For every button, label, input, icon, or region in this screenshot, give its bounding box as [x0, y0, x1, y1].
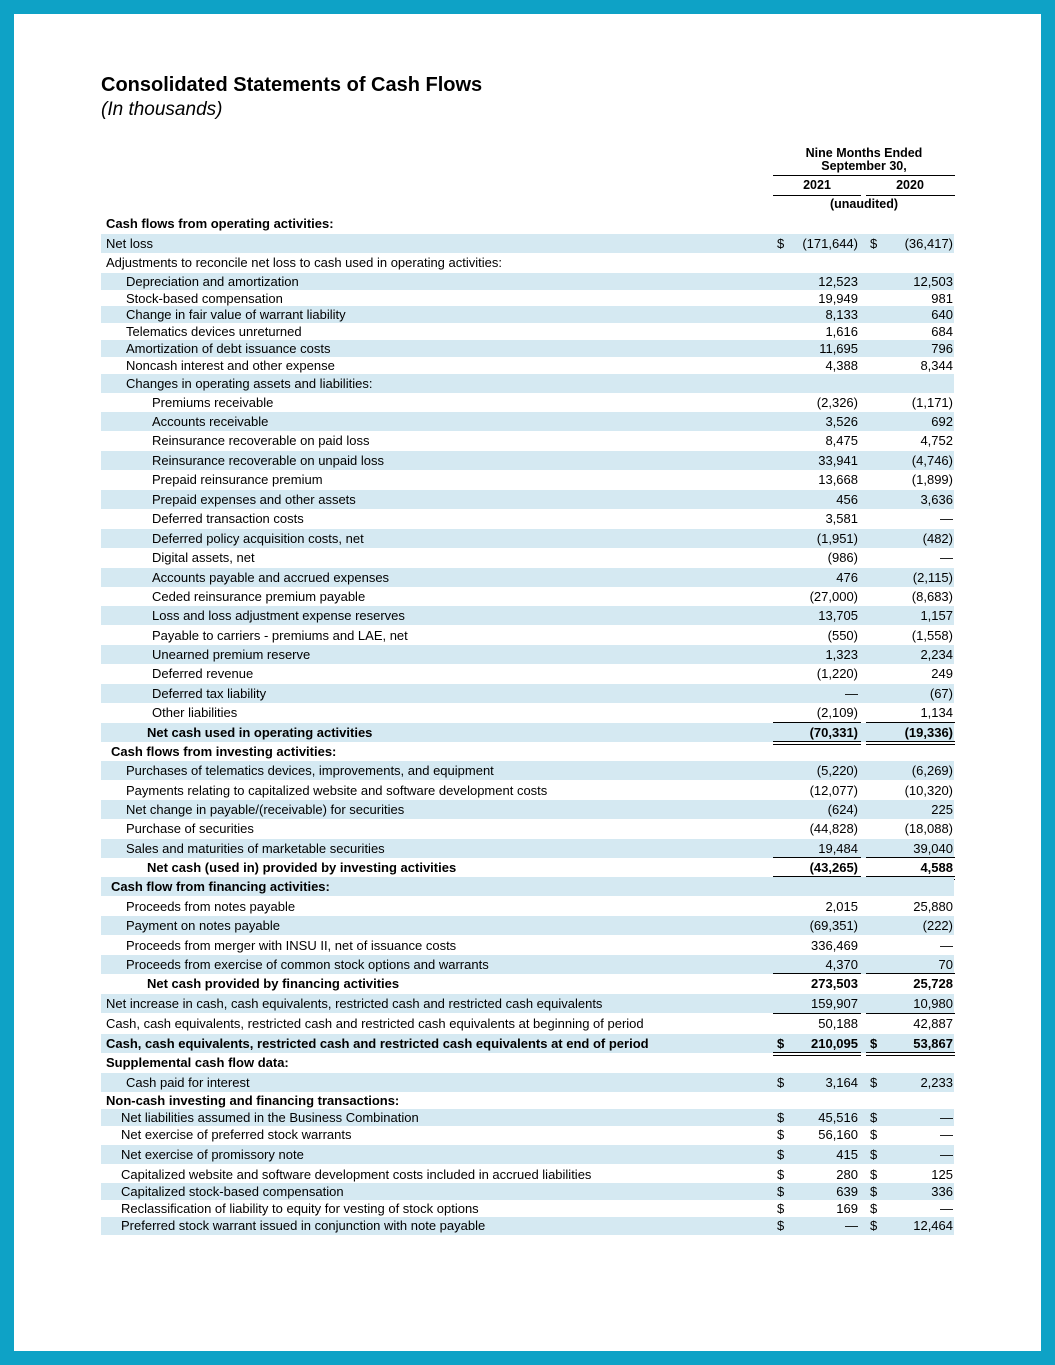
row-label: Sales and maturities of marketable securities	[126, 841, 385, 856]
value-2021: —	[845, 1218, 858, 1233]
page-title: Consolidated Statements of Cash Flows	[101, 74, 483, 96]
currency-symbol-2021: $	[777, 1201, 785, 1216]
table-row	[101, 877, 954, 896]
table-row	[101, 234, 954, 253]
value-2020: 2,233	[920, 1075, 953, 1090]
table-row	[101, 664, 954, 683]
value-2021: 273,503	[811, 976, 858, 991]
table-row	[101, 374, 954, 393]
value-2020: 249	[931, 666, 953, 681]
value-2021: 3,581	[825, 511, 858, 526]
value-2021: 13,705	[818, 608, 858, 623]
row-label: Stock-based compensation	[126, 291, 283, 306]
table-row	[101, 529, 954, 548]
value-2021: —	[845, 686, 858, 701]
currency-symbol-2020: $	[870, 1036, 878, 1051]
row-label: Net exercise of promissory note	[121, 1147, 304, 1162]
value-2020: 225	[931, 802, 953, 817]
value-2020: (67)	[929, 686, 953, 701]
row-label: Deferred policy acquisition costs, net	[152, 531, 364, 546]
value-2020: (2,115)	[912, 570, 953, 585]
value-2020: 25,880	[913, 899, 953, 914]
value-2021: 639	[836, 1184, 858, 1199]
value-2021: 45,516	[818, 1110, 858, 1125]
row-label: Premiums receivable	[152, 395, 274, 410]
row-label: Supplemental cash flow data:	[106, 1055, 289, 1070]
row-label: Adjustments to reconcile net loss to cash used in operating activities:	[106, 255, 502, 270]
value-2021: 33,941	[818, 453, 858, 468]
currency-symbol-2021: $	[777, 1147, 785, 1162]
table-row	[101, 340, 954, 357]
value-2020: —	[940, 1110, 953, 1125]
row-label: Net cash (used in) provided by investing activities	[147, 860, 457, 875]
currency-symbol-2020: $	[870, 236, 878, 251]
value-2021: (2,326)	[816, 395, 858, 410]
value-2020: (8,683)	[911, 589, 953, 604]
table-row	[101, 916, 954, 935]
value-2021: 19,484	[818, 841, 858, 856]
table-row	[101, 1183, 954, 1200]
table-row	[101, 1092, 954, 1109]
row-label: Preferred stock warrant issued in conjunction with note payable	[121, 1218, 486, 1233]
subtotal-rule	[773, 1013, 861, 1014]
currency-symbol-2021: $	[777, 1218, 785, 1233]
table-row	[101, 393, 954, 412]
value-2021: 415	[836, 1147, 858, 1162]
value-2021: (624)	[827, 802, 858, 817]
table-row	[101, 1217, 954, 1235]
subtotal-rule	[866, 1013, 955, 1014]
table-row	[101, 955, 954, 974]
value-2020: 640	[931, 307, 953, 322]
value-2021: (1,951)	[816, 531, 858, 546]
row-label: Cash flows from investing activities:	[111, 744, 337, 759]
table-row	[101, 936, 954, 955]
value-2020: 70	[938, 957, 953, 972]
value-2021: (171,644)	[802, 236, 858, 251]
table-row	[101, 897, 954, 916]
row-label: Deferred transaction costs	[152, 511, 304, 526]
value-2020: 2,234	[920, 647, 953, 662]
value-2021: (12,077)	[809, 783, 858, 798]
value-2020: 39,040	[913, 841, 953, 856]
value-2020: 3,636	[920, 492, 953, 507]
value-2021: 4,370	[825, 957, 858, 972]
value-2021: 1,323	[825, 647, 858, 662]
value-2020: (1,558)	[911, 628, 953, 643]
value-2021: 8,133	[825, 307, 858, 322]
value-2021: 3,526	[825, 414, 858, 429]
value-2021: (69,351)	[809, 918, 858, 933]
currency-symbol-2020: $	[870, 1110, 878, 1125]
table-row	[101, 761, 954, 780]
subtotal-rule	[866, 722, 955, 723]
table-row	[101, 290, 954, 307]
table-row	[101, 470, 954, 489]
value-2020: (1,899)	[911, 472, 953, 487]
currency-symbol-2020: $	[870, 1218, 878, 1233]
value-2021: (43,265)	[809, 860, 858, 875]
row-label: Net cash used in operating activities	[147, 725, 373, 740]
value-2021: 476	[836, 570, 858, 585]
value-2021: 456	[836, 492, 858, 507]
year-2021-rule	[773, 195, 861, 196]
table-row	[101, 548, 954, 567]
table-row	[101, 1034, 954, 1053]
table-row	[101, 1200, 954, 1217]
value-2020: —	[940, 1201, 953, 1216]
table-row	[101, 1073, 954, 1092]
value-2020: 8,344	[920, 358, 953, 373]
row-label: Non-cash investing and financing transactions:	[106, 1093, 400, 1108]
value-2021: 3,164	[825, 1075, 858, 1090]
value-2020: (36,417)	[904, 236, 953, 251]
value-2021: 56,160	[818, 1127, 858, 1142]
currency-symbol-2020: $	[870, 1127, 878, 1142]
row-label: Noncash interest and other expense	[126, 358, 335, 373]
value-2021: 169	[836, 1201, 858, 1216]
currency-symbol-2020: $	[870, 1184, 878, 1199]
value-2020: (4,746)	[911, 453, 953, 468]
value-2020: (482)	[922, 531, 953, 546]
currency-symbol-2021: $	[777, 1036, 785, 1051]
value-2021: 1,616	[825, 324, 858, 339]
value-2020: 684	[931, 324, 953, 339]
table-row	[101, 626, 954, 645]
table-row	[101, 606, 954, 625]
row-label: Cash flow from financing activities:	[111, 879, 330, 894]
value-2020: 981	[931, 291, 953, 306]
row-label: Capitalized website and software development costs included in accrued liabilities	[121, 1167, 592, 1182]
currency-symbol-2020: $	[870, 1201, 878, 1216]
header-rule	[773, 175, 955, 176]
row-label: Unearned premium reserve	[152, 647, 311, 662]
row-label: Accounts payable and accrued expenses	[152, 570, 390, 585]
value-2020: 125	[931, 1167, 953, 1182]
table-row	[101, 974, 954, 993]
row-label: Other liabilities	[152, 705, 238, 720]
row-label: Proceeds from merger with INSU II, net of issuance costs	[126, 938, 457, 953]
row-label: Deferred revenue	[152, 666, 254, 681]
currency-symbol-2020: $	[870, 1167, 878, 1182]
table-row	[101, 994, 954, 1013]
row-label: Reclassification of liability to equity for vesting of stock options	[121, 1201, 479, 1216]
table-row	[101, 1109, 954, 1126]
row-label: Proceeds from exercise of common stock options and warrants	[126, 957, 489, 972]
value-2021: 50,188	[818, 1016, 858, 1031]
value-2020: 25,728	[913, 976, 953, 991]
table-row	[101, 214, 954, 233]
row-label: Net increase in cash, cash equivalents, restricted cash and restricted cash equivalents	[106, 996, 603, 1011]
row-label: Purchase of securities	[126, 821, 254, 836]
table-row	[101, 839, 954, 858]
table-row	[101, 431, 954, 450]
value-2020: 53,867	[913, 1036, 953, 1051]
currency-symbol-2020: $	[870, 1075, 878, 1090]
table-row	[101, 323, 954, 340]
value-2020: —	[940, 1127, 953, 1142]
row-label: Capitalized stock-based compensation	[121, 1184, 344, 1199]
value-2020: (18,088)	[904, 821, 953, 836]
year-2020-header: 2020	[896, 178, 924, 192]
value-2021: (70,331)	[809, 725, 858, 740]
value-2020: (10,320)	[904, 783, 953, 798]
value-2021: (986)	[827, 550, 858, 565]
value-2020: 4,752	[920, 433, 953, 448]
table-row	[101, 781, 954, 800]
row-label: Net change in payable/(receivable) for securities	[126, 802, 405, 817]
row-label: Net liabilities assumed in the Business Combination	[121, 1110, 419, 1125]
value-2021: 11,695	[819, 341, 858, 356]
table-row	[101, 723, 954, 742]
table-row	[101, 703, 954, 722]
value-2021: (5,220)	[816, 763, 858, 778]
value-2021: 19,949	[818, 291, 858, 306]
value-2021: 12,523	[818, 274, 858, 289]
currency-symbol-2021: $	[777, 1167, 785, 1182]
row-label: Amortization of debt issuance costs	[126, 341, 331, 356]
period-header-line2: September 30,	[821, 159, 907, 173]
value-2021: 8,475	[825, 433, 858, 448]
value-2020: 692	[931, 414, 953, 429]
currency-symbol-2021: $	[777, 1127, 785, 1142]
row-label: Depreciation and amortization	[126, 274, 299, 289]
value-2020: 42,887	[913, 1016, 953, 1031]
value-2020: 4,588	[920, 860, 953, 875]
row-label: Accounts receivable	[152, 414, 269, 429]
row-label: Prepaid reinsurance premium	[152, 472, 323, 487]
row-label: Payments relating to capitalized website and software development costs	[126, 783, 548, 798]
table-row	[101, 1014, 954, 1034]
value-2020: 12,464	[913, 1218, 953, 1233]
subtotal-rule	[773, 973, 861, 974]
table-row	[101, 684, 954, 703]
table-row	[101, 587, 954, 606]
value-2020: 10,980	[913, 996, 953, 1011]
value-2020: (1,171)	[911, 395, 953, 410]
table-row	[101, 1166, 954, 1183]
table-row	[101, 742, 954, 761]
value-2021: 210,095	[811, 1036, 858, 1051]
table-row	[101, 858, 954, 877]
row-label: Cash, cash equivalents, restricted cash and restricted cash equivalents at beginning of period	[106, 1016, 644, 1031]
table-row	[101, 253, 954, 272]
row-label: Prepaid expenses and other assets	[152, 492, 356, 507]
row-label: Net cash provided by financing activities	[147, 976, 400, 991]
value-2020: 796	[931, 341, 953, 356]
table-row	[101, 1053, 954, 1072]
row-label: Cash, cash equivalents, restricted cash and restricted cash equivalents at end of period	[106, 1036, 649, 1051]
currency-symbol-2021: $	[777, 1075, 785, 1090]
value-2020: —	[940, 938, 953, 953]
value-2020: (222)	[922, 918, 953, 933]
value-2020: 336	[931, 1184, 953, 1199]
table-row	[101, 1145, 954, 1164]
table-row	[101, 568, 954, 587]
period-header-line1: Nine Months Ended	[805, 146, 923, 160]
row-label: Digital assets, net	[152, 550, 255, 565]
value-2020: 1,134	[920, 705, 953, 720]
table-row	[101, 412, 954, 431]
table-row	[101, 800, 954, 819]
value-2021: (2,109)	[816, 705, 858, 720]
currency-symbol-2021: $	[777, 236, 785, 251]
table-row	[101, 273, 954, 290]
table-row	[101, 357, 954, 374]
subtotal-rule	[866, 857, 955, 858]
row-label: Deferred tax liability	[152, 686, 267, 701]
row-label: Payment on notes payable	[126, 918, 280, 933]
value-2020: 1,157	[920, 608, 953, 623]
currency-symbol-2020: $	[870, 1147, 878, 1162]
value-2021: 13,668	[818, 472, 858, 487]
year-2021-header: 2021	[803, 178, 831, 192]
year-2020-rule	[866, 195, 955, 196]
unaudited-label: (unaudited)	[829, 197, 899, 211]
table-row	[101, 509, 954, 528]
value-2021: 159,907	[811, 996, 858, 1011]
row-label: Proceeds from notes payable	[126, 899, 296, 914]
table-row	[101, 451, 954, 470]
value-2021: 2,015	[825, 899, 858, 914]
table-row	[101, 645, 954, 664]
row-label: Purchases of telematics devices, improvements, and equipment	[126, 763, 494, 778]
subtotal-rule	[866, 973, 955, 974]
row-label: Net loss	[106, 236, 153, 251]
table-row	[101, 1126, 954, 1143]
value-2020: —	[940, 550, 953, 565]
value-2021: (27,000)	[809, 589, 858, 604]
value-2021: 280	[836, 1167, 858, 1182]
row-label: Cash paid for interest	[126, 1075, 250, 1090]
value-2020: —	[940, 511, 953, 526]
row-label: Cash flows from operating activities:	[106, 216, 334, 231]
table-row	[101, 819, 954, 838]
value-2021: (44,828)	[809, 821, 858, 836]
value-2021: (550)	[827, 628, 858, 643]
value-2020: —	[940, 1147, 953, 1162]
table-row	[101, 490, 954, 509]
subtotal-rule	[773, 857, 861, 858]
currency-symbol-2021: $	[777, 1184, 785, 1199]
value-2021: 336,469	[811, 938, 858, 953]
row-label: Ceded reinsurance premium payable	[152, 589, 366, 604]
row-label: Net exercise of preferred stock warrants	[121, 1127, 352, 1142]
page-subtitle: (In thousands)	[101, 99, 223, 120]
subtotal-rule	[773, 722, 861, 723]
table-row	[101, 306, 954, 323]
row-label: Telematics devices unreturned	[126, 324, 302, 339]
row-label: Reinsurance recoverable on paid loss	[152, 433, 370, 448]
row-label: Changes in operating assets and liabilities:	[126, 376, 373, 391]
value-2020: 12,503	[913, 274, 953, 289]
value-2021: 4,388	[825, 358, 858, 373]
row-label: Reinsurance recoverable on unpaid loss	[152, 453, 384, 468]
value-2020: (19,336)	[904, 725, 953, 740]
currency-symbol-2021: $	[777, 1110, 785, 1125]
row-label: Change in fair value of warrant liability	[126, 307, 346, 322]
row-label: Loss and loss adjustment expense reserves	[152, 608, 405, 623]
value-2020: (6,269)	[911, 763, 953, 778]
row-label: Payable to carriers - premiums and LAE, net	[152, 628, 408, 643]
value-2021: (1,220)	[816, 666, 858, 681]
